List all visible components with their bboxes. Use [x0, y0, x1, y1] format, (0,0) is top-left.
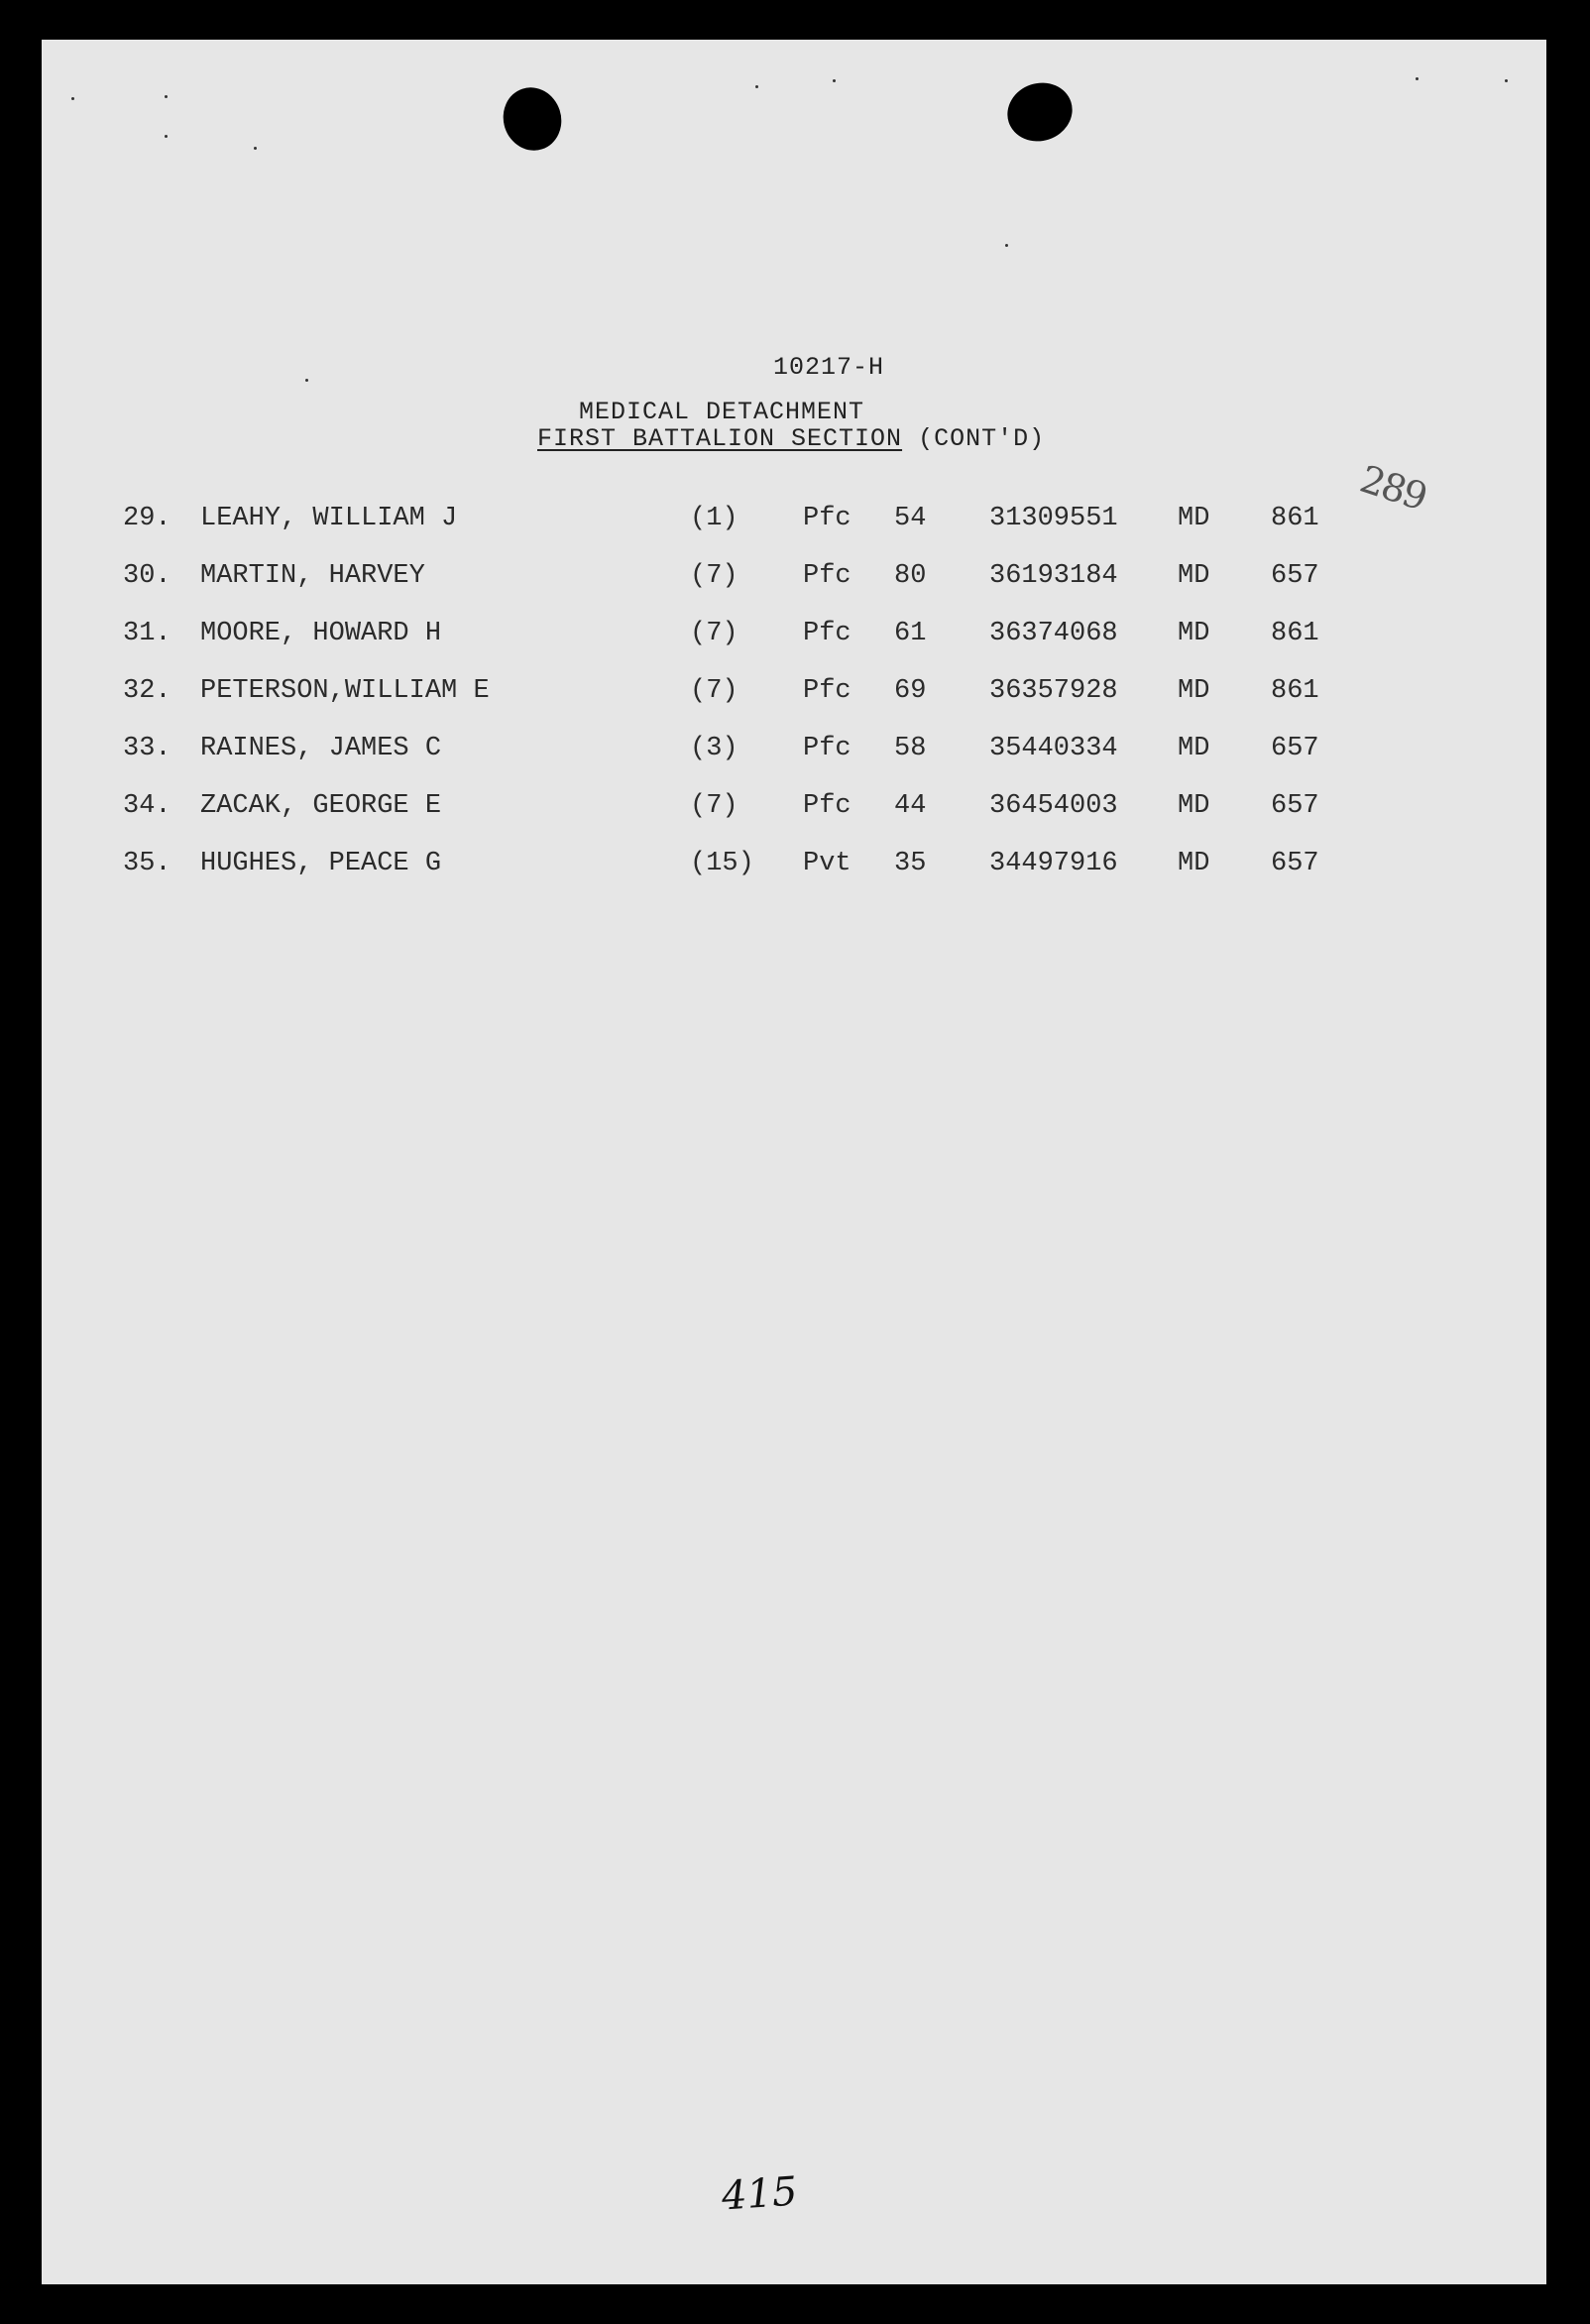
row-number: 30. — [123, 561, 171, 591]
speck — [305, 379, 308, 382]
row-number: 29. — [123, 504, 171, 533]
branch: MD — [1178, 504, 1210, 533]
age: 69 — [894, 676, 927, 706]
roster-row — [0, 504, 1590, 543]
soldier-name: MOORE, HOWARD H — [200, 619, 442, 648]
serial-number: 36193184 — [989, 561, 1118, 591]
soldier-name: PETERSON,WILLIAM E — [200, 676, 490, 706]
rank: Pfc — [803, 676, 852, 706]
handwritten-note: 415 — [720, 2168, 799, 2220]
speck — [165, 95, 168, 98]
soldier-name: RAINES, JAMES C — [200, 734, 442, 763]
rank: Pfc — [803, 561, 852, 591]
code: (7) — [690, 561, 738, 591]
branch: MD — [1178, 619, 1210, 648]
age: 54 — [894, 504, 927, 533]
speck — [833, 79, 836, 82]
unit-number: 657 — [1271, 791, 1319, 821]
roster-row — [0, 676, 1590, 716]
age: 80 — [894, 561, 927, 591]
serial-number: 35440334 — [989, 734, 1118, 763]
unit-number: 861 — [1271, 619, 1319, 648]
unit-number: 657 — [1271, 849, 1319, 878]
branch: MD — [1178, 676, 1210, 706]
age: 58 — [894, 734, 927, 763]
section-title-line — [537, 424, 1172, 453]
speck — [1416, 77, 1419, 80]
roster-row — [0, 849, 1590, 888]
speck — [1505, 79, 1508, 82]
serial-number: 36357928 — [989, 676, 1118, 706]
code: (15) — [690, 849, 754, 878]
code: (7) — [690, 791, 738, 821]
rank: Pfc — [803, 504, 852, 533]
rank: Pfc — [803, 791, 852, 821]
section-suffix: (CONT'D) — [918, 424, 1046, 453]
speck — [165, 135, 168, 138]
branch: MD — [1178, 561, 1210, 591]
branch: MD — [1178, 734, 1210, 763]
roster-row — [0, 791, 1590, 831]
speck — [1005, 244, 1008, 247]
section-title: FIRST BATTALION SECTION — [537, 424, 903, 453]
unit-number: 861 — [1271, 676, 1319, 706]
branch: MD — [1178, 849, 1210, 878]
soldier-name: LEAHY, WILLIAM J — [200, 504, 458, 533]
age: 44 — [894, 791, 927, 821]
soldier-name: MARTIN, HARVEY — [200, 561, 425, 591]
unit-number: 657 — [1271, 734, 1319, 763]
file-number: 10217-H — [773, 353, 885, 382]
row-number: 31. — [123, 619, 171, 648]
code: (7) — [690, 676, 738, 706]
branch: MD — [1178, 791, 1210, 821]
speck — [71, 97, 74, 100]
row-number: 35. — [123, 849, 171, 878]
roster-row — [0, 734, 1590, 773]
code: (7) — [690, 619, 738, 648]
serial-number: 36374068 — [989, 619, 1118, 648]
row-number: 34. — [123, 791, 171, 821]
serial-number: 34497916 — [989, 849, 1118, 878]
row-number: 32. — [123, 676, 171, 706]
unit-number: 861 — [1271, 504, 1319, 533]
age: 35 — [894, 849, 927, 878]
rank: Pfc — [803, 734, 852, 763]
soldier-name: HUGHES, PEACE G — [200, 849, 442, 878]
speck — [254, 147, 257, 150]
code: (1) — [690, 504, 738, 533]
serial-number: 36454003 — [989, 791, 1118, 821]
row-number: 33. — [123, 734, 171, 763]
age: 61 — [894, 619, 927, 648]
rank: Pfc — [803, 619, 852, 648]
soldier-name: ZACAK, GEORGE E — [200, 791, 442, 821]
serial-number: 31309551 — [989, 504, 1118, 533]
rank: Pvt — [803, 849, 852, 878]
unit-number: 657 — [1271, 561, 1319, 591]
speck — [755, 85, 758, 88]
code: (3) — [690, 734, 738, 763]
page-stamp: 289 — [1354, 456, 1431, 520]
unit-title: MEDICAL DETACHMENT — [579, 398, 865, 426]
roster-row — [0, 561, 1590, 601]
roster-row — [0, 619, 1590, 658]
